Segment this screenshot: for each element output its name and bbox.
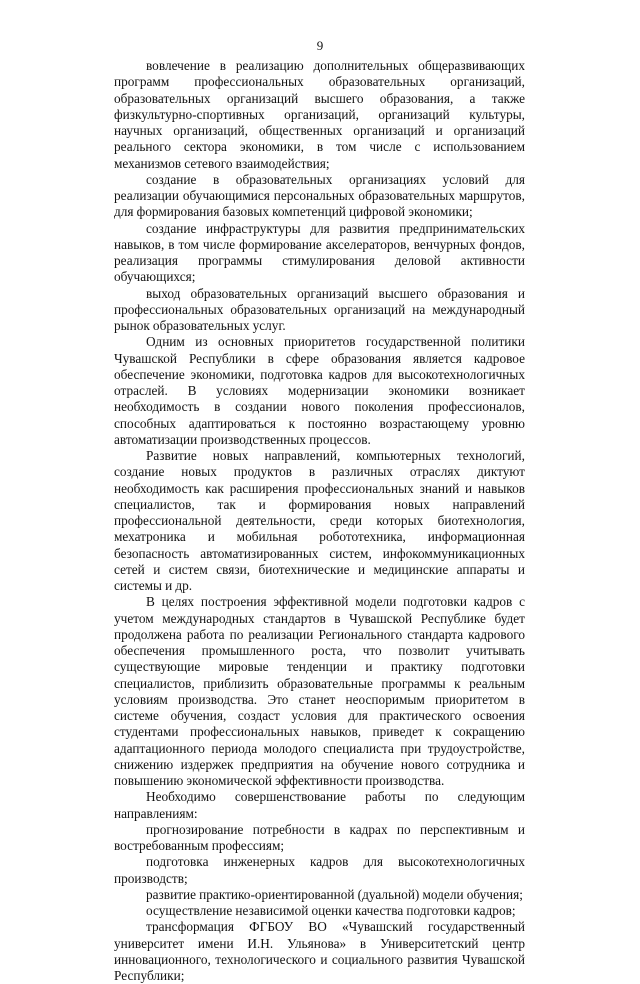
document-body <box>114 58 525 984</box>
paragraph: создание в образовательных организациях условий для реализации обучающимися персональных образовательных маршрутов, для формирования базовых компетенций цифровой экономики; <box>114 171 525 220</box>
paragraph: подготовка инженерных кадров для высокотехнологичных производств; <box>114 854 525 886</box>
page-number: 9 <box>316 38 324 53</box>
paragraph: развитие практико-ориентированной (дуальной) модели обучения; <box>146 886 523 902</box>
paragraph: Развитие новых направлений, компьютерных технологий, создание новых продуктов в различных отраслях диктуют необходимость как расширения профессиональных знаний и навыков специалистов, так и формирования новых направлений профессиональной деятельности, среди которых биотехнология, мехатроника и мобильная робототехника, информационная безопасность автоматизированных систем, инфокоммуникационных сетей и систем связи, биотехнические и медицинские аппараты и системы и др. <box>114 448 525 593</box>
paragraph: создание инфраструктуры для развития предпринимательских навыков, в том числе формирование акселераторов, венчурных фондов, реализация программы стимулирования деловой активности обучающихся; <box>114 220 525 285</box>
paragraph: осуществление независимой оценки качества подготовки кадров; <box>146 903 516 918</box>
paragraph: Одним из основных приоритетов государственной политики Чувашской Республики в сфере образования является кадровое обеспечение экономики, подготовка кадров для высокотехнологичных отраслей. В условиях модернизации экономики возникает необходимость в создании нового поколения профессионалов, способных адаптироваться к постоянно возрастающему уровню автоматизации производственных процессов. <box>114 334 525 447</box>
paragraph: В целях построения эффективной модели подготовки кадров с учетом международных стандартов в Чувашской Республике будет продолжена работа по реализации Регионального стандарта кадрового обеспечения промышленного роста, что позволит учитывать существующие мировые тенденции и практику подготовки специалистов, приблизить образовательные программы к реальным условиям производства. Это станет неоспоримым приоритетом в системе обучения, создаст условия для практического освоения студентами профессиональных навыков, приведет к сокращению адаптационного периода молодого специалиста при трудоустройстве, снижению издержек предприятия на обучение нового сотрудника и повышению экономической эффективности производства. <box>114 594 525 788</box>
paragraph: прогнозирование потребности в кадрах по перспективным и востребованным профессиям; <box>114 821 525 853</box>
paragraph: Необходимо совершенствование работы по следующим направлениям: <box>114 789 525 821</box>
paragraph: трансформация ФГБОУ ВО «Чувашский государственный университет имени И.Н. Ульянова» в Университетский центр инновационного, технологического и социального развития Чувашской Республики; <box>114 919 525 983</box>
paragraph: выход образовательных организаций высшего образования и профессиональных образовательных организаций на международный рынок образовательных услуг. <box>114 285 525 333</box>
paragraph: вовлечение в реализацию дополнительных общеразвивающих программ профессиональных образовательных организаций, образовательных организаций высшего образования, а также физкультурно-спортивных организаций, организаций культуры, научных организаций, общественных организаций и организаций реального сектора экономики, в том числе с использованием механизмов сетевого взаимодействия; <box>114 58 525 171</box>
